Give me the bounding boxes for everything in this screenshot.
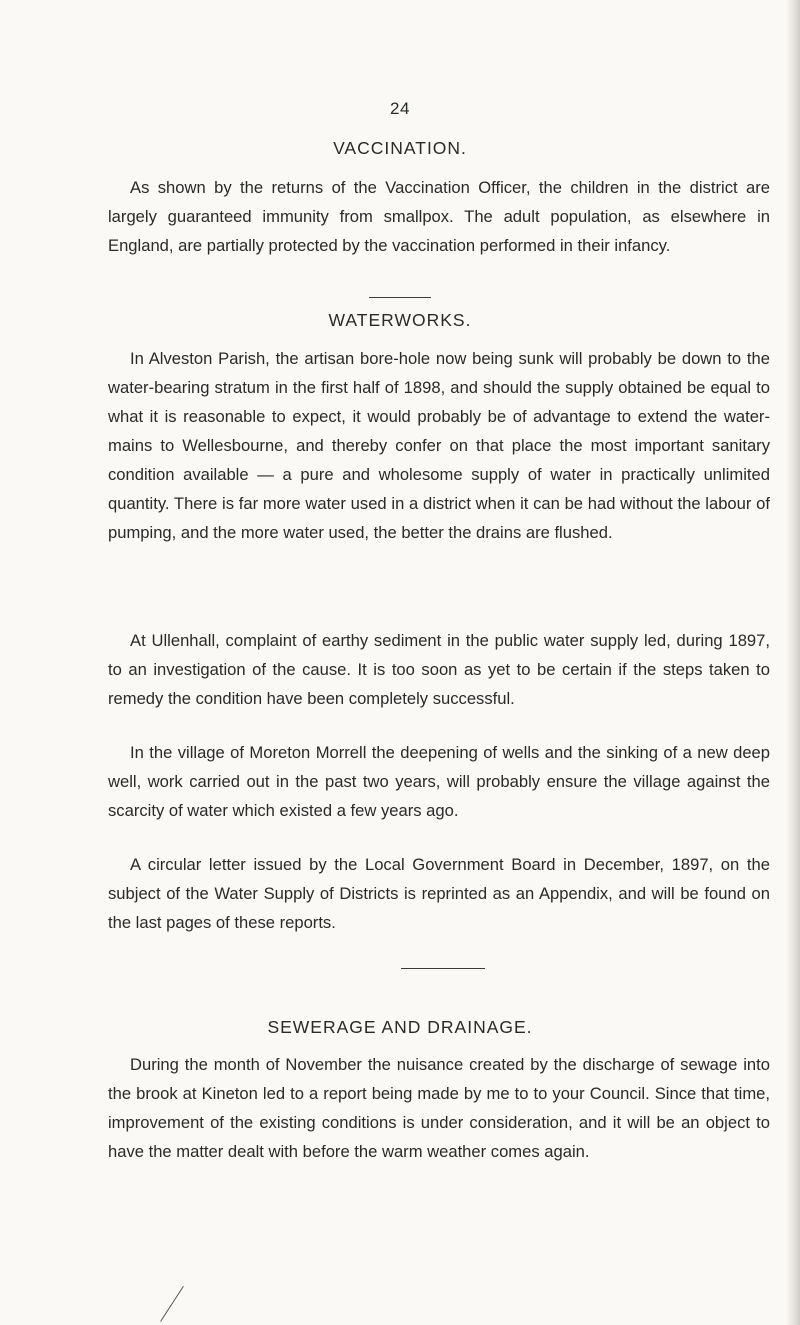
section-heading-sewerage: SEWERAGE AND DRAINAGE. — [267, 1017, 533, 1037]
section-divider — [401, 968, 485, 969]
paragraph-waterworks-1 — [108, 344, 770, 547]
paragraph-vaccination-1 — [108, 173, 770, 260]
section-divider — [369, 297, 431, 298]
pencil-mark — [160, 1286, 184, 1322]
section-heading-waterworks: WATERWORKS. — [328, 310, 472, 330]
paragraph-text: As shown by the returns of the Vaccination Officer, the children in the district are largely guaranteed immunity from smallpox. The adult population, as elsewhere in England, are partially protected by the vaccination performed in their infancy. — [108, 178, 770, 255]
paragraph-text: In Alveston Parish, the artisan bore-hole now being sunk will probably be down to the water-bearing stratum in the first half of 1898, and should the supply obtained be equal to what it is reasonable to expect, it would probably be of advantage to extend the water-mains to Wellesbourne, and thereby confer on that place the most important sanitary condition available — a pure and wholesome supply of water in practically unlimited quantity. There is far more water used in a district when it can be had without the labour of pumping, and the more water used, the better the drains are flushed. — [108, 349, 770, 542]
paragraph-waterworks-3 — [108, 738, 770, 825]
paragraph-text: A circular letter issued by the Local Government Board in December, 1897, on the subject of the Water Supply of Districts is reprinted as an Appendix, and will be found on the last pages of these reports. — [108, 855, 770, 932]
page-number: 24 — [390, 99, 410, 118]
paragraph-text: During the month of November the nuisance created by the discharge of sewage into the brook at Kineton led to a report being made by me to to your Council. Since that time, improvement of the existing conditions is under consideration, and it will be an object to have the matter dealt with before the warm weather comes again. — [108, 1055, 770, 1161]
paragraph-waterworks-2 — [108, 626, 770, 713]
page-edge-shadow — [786, 0, 800, 1325]
section-heading-vaccination: VACCINATION. — [333, 138, 467, 158]
paragraph-sewerage-1 — [108, 1050, 770, 1166]
paragraph-waterworks-4 — [108, 850, 770, 937]
paragraph-text: In the village of Moreton Morrell the deepening of wells and the sinking of a new deep well, work carried out in the past two years, will probably ensure the village against the scarcity of water which existed a few years ago. — [108, 743, 770, 820]
paragraph-text: At Ullenhall, complaint of earthy sediment in the public water supply led, during 1897, to an investigation of the cause. It is too soon as yet to be certain if the steps taken to remedy the condition have been completely successful. — [108, 631, 770, 708]
